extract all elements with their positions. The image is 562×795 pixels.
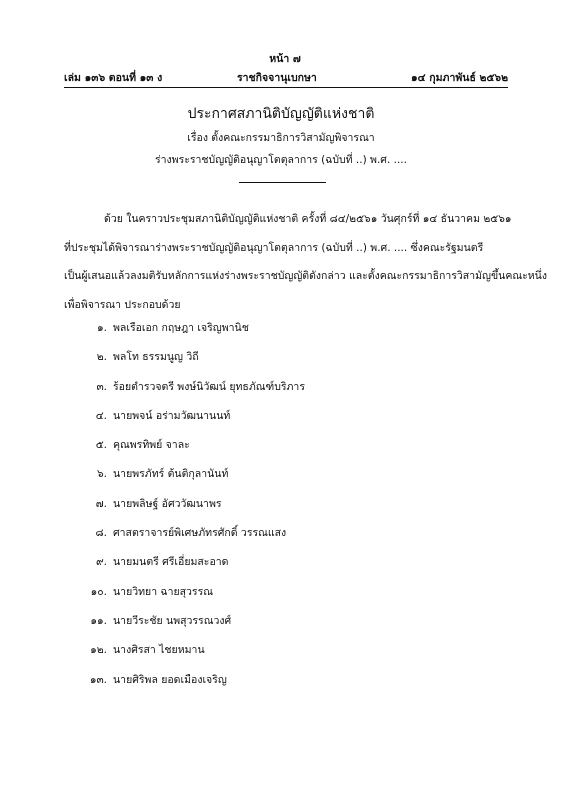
member-number: ๔. — [95, 409, 107, 422]
member-name: นายศิริพล ยอดเมืองเจริญ — [113, 673, 227, 686]
list-item — [87, 495, 487, 524]
member-name: พลโท ธรรมนูญ วิถี — [113, 351, 199, 364]
list-item — [87, 319, 487, 348]
gazette-header — [64, 69, 508, 85]
member-number: ๕. — [95, 439, 107, 452]
list-item — [87, 583, 487, 612]
member-number: ๑๓. — [89, 673, 107, 686]
list-item — [87, 671, 487, 700]
list-item — [87, 641, 487, 670]
member-name: ร้อยตำรวจตรี พงษ์นิวัฒน์ ยุทธภัณฑ์บริภาร — [113, 380, 305, 393]
body-line-2: ที่ประชุมได้พิจารณาร่างพระราชบัญญัติอนุญาโตตุลาการ (ฉบับที่ ..) พ.ศ. .... ซึ่งคณะรัฐมนตรี — [64, 242, 484, 254]
member-number: ๑๐. — [90, 585, 107, 598]
member-name: ศาสตราจารย์พิเศษภัทรศักดิ์ วรรณแสง — [113, 527, 287, 540]
list-item — [87, 524, 487, 553]
list-item — [87, 465, 487, 494]
list-item — [87, 348, 487, 377]
member-number: ๖. — [96, 468, 107, 481]
list-item — [87, 378, 487, 407]
bill-name: ร่างพระราชบัญญัติอนุญาโตตุลาการ (ฉบับที่ ..) พ.ศ. .... — [155, 154, 407, 166]
member-number: ๗. — [95, 497, 107, 510]
member-number: ๑. — [96, 322, 107, 334]
member-name: นางศิรสา ไชยหมาน — [113, 644, 205, 657]
member-name: นายพจน์ อร่ามวัฒนานนท์ — [113, 409, 231, 422]
member-name: นายวิทยา ฉายสุวรรณ — [113, 585, 213, 598]
member-name: นายวีระชัย นพสุวรรณวงศ์ — [113, 614, 232, 627]
body-line-4: เพื่อพิจารณา ประกอบด้วย — [64, 299, 181, 311]
title-rule — [239, 182, 326, 183]
member-number: ๒. — [96, 351, 107, 364]
member-number: ๑๑. — [90, 614, 107, 627]
publication-name: ราชกิจจานุเบกษา — [237, 72, 317, 84]
member-number: ๓. — [96, 380, 107, 393]
member-name: นายพลิษฐ์ อัศววัฒนาพร — [113, 497, 222, 510]
member-name: นายพรภัทร์ ต้นติกุลานันท์ — [113, 468, 229, 481]
announcement-title: ประกาศสภานิติบัญญัติแห่งชาติ — [187, 106, 375, 122]
publication-date: ๑๔ กุมภาพันธ์ ๒๕๖๒ — [411, 72, 508, 84]
member-name: คุณพรทิพย์ จาละ — [113, 439, 190, 452]
member-list — [87, 319, 487, 700]
announcement-subject: เรื่อง ตั้งคณะกรรมาธิการวิสามัญพิจารณา — [187, 132, 375, 144]
body-line-1: ด้วย ในคราวประชุมสภานิติบัญญัติแห่งชาติ ครั้งที่ ๘๔/๒๕๖๑ วันศุกร์ที่ ๑๔ ธันวาคม ๒๕๖๑ — [104, 213, 512, 225]
body-line-3: เป็นผู้เสนอแล้วลงมติรับหลักการแห่งร่างพระราชบัญญัติดังกล่าว และตั้งคณะกรรมาธิการวิสามัญขึ้นคณะหนึ่ง — [64, 270, 547, 282]
list-item — [87, 436, 487, 465]
list-item — [87, 612, 487, 641]
page-number: หน้า ๗ — [269, 53, 301, 65]
member-name: พลเรือเอก กฤษฎา เจริญพานิช — [113, 322, 249, 334]
header-rule — [64, 87, 508, 88]
volume-issue: เล่ม ๑๓๖ ตอนที่ ๑๓ ง — [64, 72, 163, 84]
list-item — [87, 553, 487, 582]
member-name: นายมนตรี ศรีเอี่ยมสะอาด — [113, 556, 229, 569]
member-number: ๙. — [95, 556, 107, 569]
list-item — [87, 407, 487, 436]
member-number: ๑๒. — [90, 644, 107, 657]
member-number: ๘. — [95, 527, 107, 540]
